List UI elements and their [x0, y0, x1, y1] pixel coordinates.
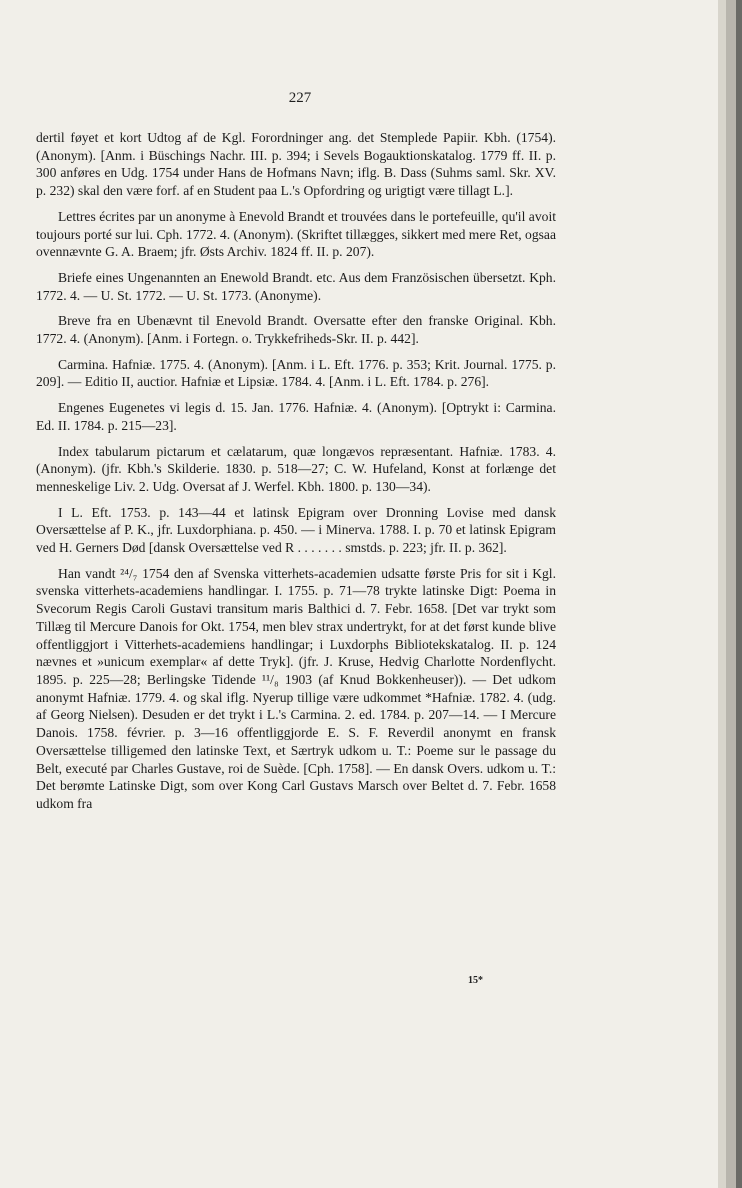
paragraph: Breve fra en Ubenævnt til Enevold Brandt. Oversatte efter den franske Original. Kbh. 1772. 4. (Anonym). [Anm. i Fortegn. o. Trykkefriheds-Skr. II. p. 442].	[36, 313, 556, 347]
paragraph: Carmina. Hafniæ. 1775. 4. (Anonym). [Anm. i L. Eft. 1776. p. 353; Krit. Journal. 1775. p. 209]. — Editio II, auctior. Hafniæ et Lipsiæ. 1784. 4. [Anm. i L. Eft. 1784. p. 276].	[36, 356, 556, 390]
page-edge	[736, 0, 742, 1188]
signature-mark: 15*	[468, 975, 483, 986]
page-edge	[718, 0, 726, 1188]
paragraph: Briefe eines Ungenannten an Enewold Brandt. etc. Aus dem Französischen übersetzt. Kph. 1772. 4. — U. St. 1772. — U. St. 1773. (Anonyme).	[36, 269, 556, 303]
paragraph: Lettres écrites par un anonyme à Enevold Brandt et trouvées dans le portefeuille, qu'il avoit toujours porté sur lui. Cph. 1772. 4. (Anonym). (Skriftet tillægges, sikkert med mere Ret, ogsaa ovennævnte G. A. Braem; jfr. Østs Archiv. 1824 ff. II. p. 207).	[36, 208, 556, 260]
paragraph: I L. Eft. 1753. p. 143—44 et latinsk Epigram over Dronning Lovise med dansk Oversættelse af P. K., jfr. Luxdorphiana. p. 450. — i Minerva. 1788. I. p. 70 et latinsk Epigram ved H. Gerners Død [dansk Oversættelse ved R . . . . . . . smstds. p. 223; jfr. II. p. 362].	[36, 504, 556, 556]
paragraph: Han vandt ²⁴/₇ 1754 den af Svenska vitterhets-academien udsatte første Pris for sit i Kgl. svenska vitterhets-academiens handlingar. I. 1755. p. 71—78 trykte latinske Digt: Poema in Svecorum Regis Caroli Gustavi transitum maris Balthici d. 7. Febr. 1658. [Det var trykt som Tillæg til Mercure Danois for Okt. 1754, men blev strax undertrykt, for at det først kunde blive offentliggjort i Vitterhets-academiens handlingar; i Luxdorphs Bibliotekskatalog. II. p. 124 nævnes et »unicum exemplar« af dette Tryk]. (jfr. J. Kruse, Hedvig Charlotte Nordenflycht. 1895. p. 225—28; Berlingske Tidende ¹¹/₈ 1903 (af Knud Bokkenheuser)). — Det udkom anonymt Hafniæ. 1779. 4. og skal iflg. Nyerup tillige være udkommet *Hafniæ. 1782. 4. (udg. af Georg Nielsen). Desuden er det trykt i L.'s Carmina. 2. ed. 1784. p. 207—14. — I Mercure Danois. 1758. février. p. 3—16 offentliggjorde E. S. F. Reverdil anonymt en fransk Oversættelse tilligemed den latinske Text, et Særtryk udkom u. T.: Poeme sur le passage du Belt, executé par Charles Gustave, roi de Suède. [Cph. 1758]. — En dansk Overs. udkom u. T.: Det berømte Latinske Digt, som over Kong Carl Gustavs Marsch over Beltet d. 7. Febr. 1658 udkom fra	[36, 565, 556, 811]
page-edge	[726, 0, 736, 1188]
page-number: 227	[288, 90, 312, 106]
paragraph: dertil føyet et kort Udtog af de Kgl. Forordninger ang. det Stemplede Papiir. Kbh. (1754). (Anonym). [Anm. i Büschings Nachr. III. p. 394; i Sevels Bogauktionskatalog. 1779 ff. II. p. 300 anføres en Udg. 1754 under Hans de Hofmans Navn; iflg. B. Dass (Suhms saml. Skr. XV. p. 232) skal den være forf. af en Student paa L.'s Opfordring og urigtigt være tillagt L.].	[36, 130, 556, 199]
body-text	[36, 129, 556, 813]
paragraph: Index tabularum pictarum et cælatarum, quæ longævos repræsentant. Hafniæ. 1783. 4. (Anonym). (jfr. Kbh.'s Skilderie. 1830. p. 518—27; C. W. Hufeland, Konst at forlænge det menneskelige Liv. 2. Udg. Oversat af J. Werfel. Kbh. 1800. p. 130—34).	[36, 443, 556, 494]
paragraph: Engenes Eugenetes vi legis d. 15. Jan. 1776. Hafniæ. 4. (Anonym). [Optrykt i: Carmina. Ed. II. 1784. p. 215—23].	[36, 400, 556, 433]
